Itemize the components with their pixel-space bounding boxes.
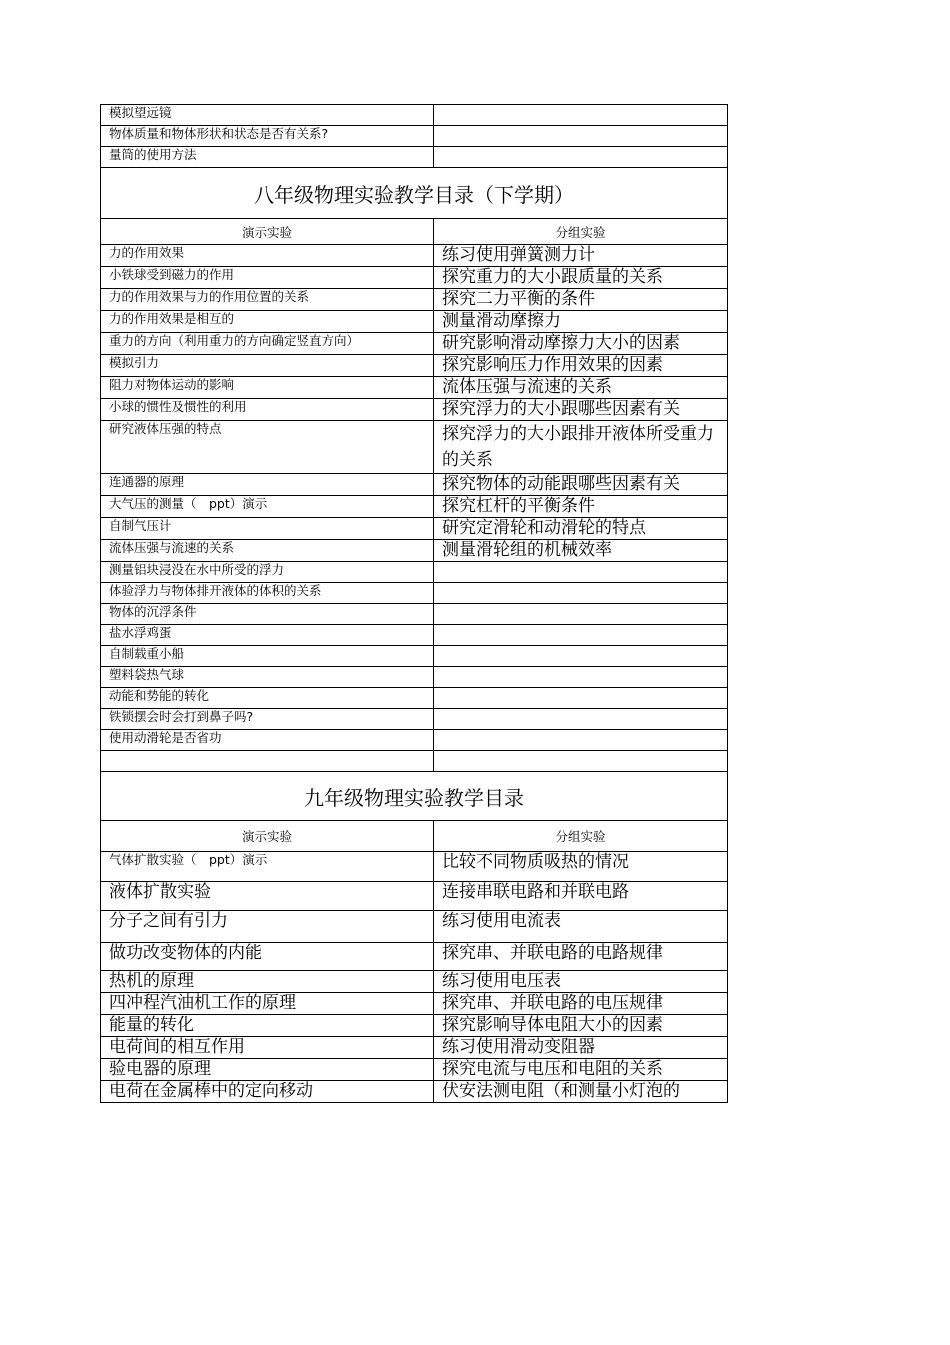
demo-experiment-cell: 力的作用效果是相互的	[101, 311, 434, 333]
demo-experiment-cell: 小铁球受到磁力的作用	[101, 267, 434, 289]
group-experiment-cell: 探究浮力的大小跟哪些因素有关	[434, 399, 728, 421]
table-row	[101, 751, 728, 772]
demo-experiment-cell: 液体扩散实验	[101, 882, 434, 911]
demo-experiment-cell: 验电器的原理	[101, 1059, 434, 1081]
group-experiment-cell: 伏安法测电阻（和测量小灯泡的	[434, 1081, 728, 1103]
demo-experiment-cell: 连通器的原理	[101, 474, 434, 496]
group-experiment-cell: 测量滑动摩擦力	[434, 311, 728, 333]
demo-experiment-cell: 电荷间的相互作用	[101, 1037, 434, 1059]
demo-experiment-cell: 物体的沉浮条件	[101, 604, 434, 625]
group-experiment-cell: 探究串、并联电路的电路规律	[434, 943, 728, 971]
table-row	[101, 604, 728, 625]
column-header-group: 分组实验	[434, 219, 728, 245]
demo-experiment-cell: 力的作用效果	[101, 245, 434, 267]
table-row	[101, 882, 728, 911]
group-experiment-cell: 练习使用电压表	[434, 971, 728, 993]
group-experiment-cell: 探究杠杆的平衡条件	[434, 496, 728, 518]
demo-experiment-cell: 物体质量和物体形状和状态是否有关系?	[101, 126, 434, 147]
group-experiment-cell	[434, 751, 728, 772]
demo-experiment-cell: 使用动滑轮是否省功	[101, 730, 434, 751]
demo-experiment-cell: 体验浮力与物体排开液体的体积的关系	[101, 583, 434, 604]
table-row	[101, 421, 728, 474]
table-row	[101, 1081, 728, 1103]
group-experiment-cell: 探究电流与电压和电阻的关系	[434, 1059, 728, 1081]
table-row	[101, 688, 728, 709]
demo-experiment-cell: 测量铝块浸没在水中所受的浮力	[101, 562, 434, 583]
table-row	[101, 730, 728, 751]
demo-experiment-cell: 研究液体压强的特点	[101, 421, 434, 474]
group-experiment-cell: 比较不同物质吸热的情况	[434, 852, 728, 882]
demo-experiment-cell: 四冲程汽油机工作的原理	[101, 993, 434, 1015]
table-row	[101, 518, 728, 540]
group-experiment-cell	[434, 709, 728, 730]
table-row	[101, 105, 728, 126]
grade8-title-row	[101, 168, 728, 219]
demo-experiment-cell: 电荷在金属棒中的定向移动	[101, 1081, 434, 1103]
table-row	[101, 943, 728, 971]
table-row	[101, 540, 728, 562]
experiment-catalog-table	[100, 104, 728, 1103]
table-row	[101, 852, 728, 882]
demo-experiment-cell: 塑料袋热气球	[101, 667, 434, 688]
table-row	[101, 377, 728, 399]
group-experiment-cell	[434, 147, 728, 168]
demo-experiment-cell: 流体压强与流速的关系	[101, 540, 434, 562]
group-experiment-cell: 探究二力平衡的条件	[434, 289, 728, 311]
table-row	[101, 971, 728, 993]
group-experiment-cell: 探究物体的动能跟哪些因素有关	[434, 474, 728, 496]
group-experiment-cell: 流体压强与流速的关系	[434, 377, 728, 399]
column-header-demo: 演示实验	[101, 219, 434, 245]
table-row	[101, 1037, 728, 1059]
demo-experiment-cell: 气体扩散实验（ ppt）演示	[101, 852, 434, 882]
group-experiment-cell	[434, 562, 728, 583]
group-experiment-cell	[434, 604, 728, 625]
group-experiment-cell: 研究定滑轮和动滑轮的特点	[434, 518, 728, 540]
table-row	[101, 245, 728, 267]
group-experiment-cell: 探究浮力的大小跟排开液体所受重力的关系	[434, 421, 728, 474]
grade8-header-row	[101, 219, 728, 245]
demo-experiment-cell: 热机的原理	[101, 971, 434, 993]
group-experiment-cell: 练习使用滑动变阻器	[434, 1037, 728, 1059]
table-row	[101, 496, 728, 518]
demo-experiment-cell: 盐水浮鸡蛋	[101, 625, 434, 646]
group-experiment-cell: 练习使用电流表	[434, 911, 728, 943]
group-experiment-cell: 探究影响导体电阻大小的因素	[434, 1015, 728, 1037]
demo-experiment-cell: 量筒的使用方法	[101, 147, 434, 168]
demo-experiment-cell: 自制载重小船	[101, 646, 434, 667]
table-row	[101, 267, 728, 289]
table-row	[101, 474, 728, 496]
group-experiment-cell: 探究重力的大小跟质量的关系	[434, 267, 728, 289]
demo-experiment-cell: 阻力对物体运动的影响	[101, 377, 434, 399]
group-experiment-cell	[434, 105, 728, 126]
group-experiment-cell	[434, 730, 728, 751]
demo-experiment-cell: 铁锁摆会时会打到鼻子吗?	[101, 709, 434, 730]
demo-experiment-cell: 做功改变物体的内能	[101, 943, 434, 971]
table-row	[101, 625, 728, 646]
grade9-header-row	[101, 821, 728, 852]
group-experiment-cell	[434, 583, 728, 604]
group-experiment-cell	[434, 667, 728, 688]
column-header-group: 分组实验	[434, 821, 728, 852]
table-row	[101, 311, 728, 333]
table-row	[101, 355, 728, 377]
demo-experiment-cell: 动能和势能的转化	[101, 688, 434, 709]
table-row	[101, 583, 728, 604]
group-experiment-cell: 探究影响压力作用效果的因素	[434, 355, 728, 377]
table-row	[101, 399, 728, 421]
demo-experiment-cell: 小球的惯性及惯性的利用	[101, 399, 434, 421]
demo-experiment-cell: 大气压的测量（ ppt）演示	[101, 496, 434, 518]
grade9-title-row	[101, 772, 728, 821]
table-row	[101, 562, 728, 583]
table-row	[101, 911, 728, 943]
table-row	[101, 1015, 728, 1037]
demo-experiment-cell: 自制气压计	[101, 518, 434, 540]
group-experiment-cell	[434, 646, 728, 667]
group-experiment-cell: 探究串、并联电路的电压规律	[434, 993, 728, 1015]
group-experiment-cell: 研究影响滑动摩擦力大小的因素	[434, 333, 728, 355]
grade8-section-title: 八年级物理实验教学目录（下学期）	[101, 168, 728, 219]
table-row	[101, 646, 728, 667]
table-row	[101, 709, 728, 730]
group-experiment-cell: 练习使用弹簧测力计	[434, 245, 728, 267]
table-row	[101, 667, 728, 688]
group-experiment-cell	[434, 688, 728, 709]
demo-experiment-cell: 力的作用效果与力的作用位置的关系	[101, 289, 434, 311]
demo-experiment-cell: 模拟引力	[101, 355, 434, 377]
demo-experiment-cell	[101, 751, 434, 772]
group-experiment-cell: 测量滑轮组的机械效率	[434, 540, 728, 562]
table-row	[101, 147, 728, 168]
table-row	[101, 993, 728, 1015]
table-row	[101, 1059, 728, 1081]
group-experiment-cell	[434, 625, 728, 646]
table-row	[101, 126, 728, 147]
table-row	[101, 289, 728, 311]
demo-experiment-cell: 重力的方向（利用重力的方向确定竖直方向）	[101, 333, 434, 355]
column-header-demo: 演示实验	[101, 821, 434, 852]
demo-experiment-cell: 分子之间有引力	[101, 911, 434, 943]
group-experiment-cell	[434, 126, 728, 147]
demo-experiment-cell: 模拟望远镜	[101, 105, 434, 126]
grade9-section-title: 九年级物理实验教学目录	[101, 772, 728, 821]
table-row	[101, 333, 728, 355]
demo-experiment-cell: 能量的转化	[101, 1015, 434, 1037]
group-experiment-cell: 连接串联电路和并联电路	[434, 882, 728, 911]
